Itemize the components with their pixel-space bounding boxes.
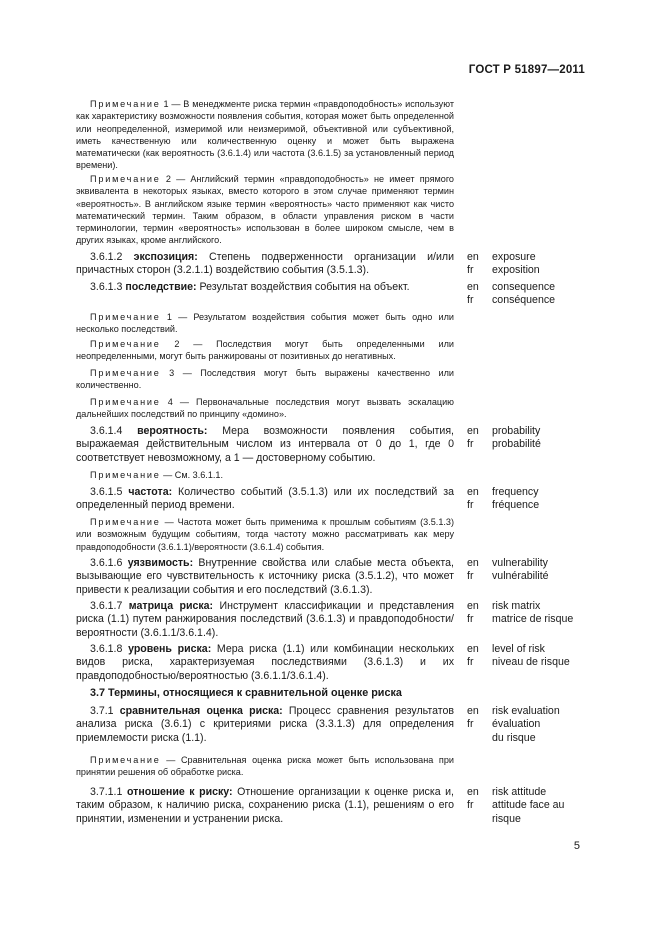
term-risk-evaluation [76,705,454,745]
note-text: 1 — В менеджменте риска термин «правдоподобность» используют как характеристику возможности появления события, которая может быть определенной или неопределенной, измеримой или неизмеримой, объективной или субъективной, иметь качественную или количественную оценку и может быть выражена математически (как вероятность (3.6.1.4) или частота (3.6.1.5) за установленный период времени). [76,99,454,171]
equivalent-en: level of risk [492,643,545,655]
term-definition: Мера возможности появления события, выражаемая действительным числом из интервала от 0 до 1, где 0 соответствует невозможному, а 1 — достоверному событию. [76,425,455,464]
term-frequency [76,486,454,513]
lang-en: en [467,281,479,293]
term-number: 3.7.1 [90,705,120,717]
term-name: экспозиция: [133,251,198,263]
term-risk-matrix [76,600,454,640]
lang-en: en [467,705,479,717]
note-text: 1 — Результатом воздействия события может быть одно или несколько последствий. [76,312,454,335]
note-label: Примечание [90,397,161,407]
term-name: отношение к риску: [126,786,233,798]
term-definition: Внутренние свойства или слабые места объекта, вызывающие его чувствительность к источнику риска (3.5.1.2), что может привести к реализации события и его последствий (3.6.1.3). [76,557,454,596]
term-number: 3.6.1.2 [90,251,134,263]
term-number: 3.6.1.8 [90,643,129,655]
note-probability [76,469,454,481]
term-name: частота: [128,486,173,498]
note-2-consequence [76,338,454,363]
equivalent-fr: évaluation [492,718,541,731]
note-risk-evaluation [76,754,454,779]
note-text: 2 — Последствия могут быть определенными или неопределенными, могут быть ранжированы от позитивных до негативных. [76,339,454,362]
lang-fr: fr [467,264,474,277]
term-name: вероятность: [137,425,208,437]
equivalent-fr-cont: du risque [492,731,536,744]
equivalent-fr: vulnérabilité [492,570,549,583]
note-text: 4 — Первоначальные последствия могут вызвать эскалацию дальнейших последствий по принципу «домино». [76,397,454,420]
note-2-likelihood [76,173,454,247]
note-text: — Сравнительная оценка риска может быть использована при принятии решения об обработке риска. [76,755,454,778]
term-name: уровень риска: [128,643,212,655]
equivalent-fr: matrice de risque [492,613,574,626]
equivalent-en: consequence [492,281,556,293]
equivalent-fr: exposition [492,264,540,277]
lang-en: en [467,786,479,798]
note-text: 3 — Последствия могут быть выражены качественно или количественно. [76,368,454,391]
language-codes [467,251,479,278]
note-text: — Частота может быть применима к прошлым событиям (3.5.1.3) или возможным будущим событиям, тогда частоту можно рассматривать как меру правдоподобности (3.6.1.1)/вероятности (3.6.1.4) события. [76,517,454,552]
term-equivalents [492,281,555,308]
term-definition: Результат воздействия события на объект. [196,281,410,293]
term-risk-attitude [76,786,454,826]
note-label: Примечание [90,470,161,480]
note-label: Примечание [90,312,161,322]
note-label: Примечание [90,755,161,765]
language-codes [467,425,479,452]
term-name: уязвимость: [127,557,194,569]
note-4-consequence [76,396,454,421]
lang-fr: fr [467,294,474,307]
language-codes [467,786,479,813]
term-level-of-risk [76,643,454,683]
lang-en: en [467,486,479,498]
term-name: последствие: [125,281,197,293]
note-label: Примечание [90,174,161,184]
term-definition: Процесс сравнения результатов анализа риска (3.6.1) с критериями риска (3.3.1.3) для определения приемлемости риска (1.1). [76,705,454,744]
term-definition: Инструмент классификации и представления риска (1.1) путем ранжирования последствий (3.6.1.3) и правдоподобности/вероятности (3.6.1.1/3.6.1.4). [76,600,455,639]
term-name: матрица риска: [128,600,214,612]
term-definition: Отношение организации к оценке риска и, таким образом, к наличию риска, сохранению риска (1.1), решениям о его принятии, изменении и устранении риска. [76,786,454,825]
term-equivalents [492,643,570,670]
equivalent-fr: probabilité [492,438,541,451]
document-header: ГОСТ Р 51897—2011 [468,64,585,76]
lang-en: en [467,425,479,437]
lang-fr: fr [467,718,474,731]
note-1-consequence [76,311,454,336]
term-vulnerability [76,557,454,597]
term-equivalents [492,251,540,278]
term-number: 3.6.1.7 [90,600,129,612]
language-codes [467,486,479,513]
equivalent-en: probability [492,425,541,437]
language-codes [467,557,479,584]
term-equivalents [492,557,549,584]
equivalent-en: vulnerability [492,557,548,569]
term-equivalents [492,425,541,452]
term-definition: Мера риска (1.1) или комбинации нескольких видов риска, характеризуемая последствиями (3.6.1.3) и их правдоподобностью/вероятностью (3.6.1.1/3.6.1.4). [76,643,454,682]
lang-fr: fr [467,613,474,626]
term-equivalents [492,786,564,826]
note-text: — См. 3.6.1.1. [160,470,223,480]
note-text: 2 — Английский термин «правдоподобность» не имеет прямого эквивалента в некоторых языках, вместо которого в этом случае применяют термин «вероятность». В английском языке термин «вероятность» часто применяют как чисто математический термин. Таким образом, в области управления риском в части терминологии, термин «вероятность» использован в более широком смысле, чем в других языках, кроме английского. [76,174,454,246]
lang-fr: fr [467,499,474,512]
term-equivalents [492,600,573,627]
page-number: 5 [573,840,580,852]
term-number: 3.6.1.4 [90,425,138,437]
lang-en: en [467,643,479,655]
term-definition: Количество событий (3.5.1.3) или их последствий за определенный период времени. [76,486,454,512]
term-number: 3.6.1.5 [90,486,129,498]
term-name: сравнительная оценка риска: [119,705,283,717]
term-number: 3.6.1.3 [90,281,126,293]
equivalent-fr: fréquence [492,499,540,512]
note-3-consequence [76,367,454,392]
note-label: Примечание [90,339,161,349]
equivalent-en: frequency [492,486,539,498]
language-codes [467,705,479,732]
term-definition: Степень подверженности организации и/или причастных сторон (3.2.1.1) воздействию события (3.5.1.3). [76,251,454,277]
lang-fr: fr [467,438,474,451]
lang-en: en [467,557,479,569]
term-equivalents [492,705,560,745]
section-heading: 3.7 Термины, относящиеся к сравнительной оценке риска [90,687,402,699]
equivalent-en: risk evaluation [492,705,560,717]
equivalent-fr: conséquence [492,294,556,307]
equivalent-en: exposure [492,251,536,263]
term-equivalents [492,486,539,513]
equivalent-fr-cont: risque [492,812,521,825]
language-codes [467,281,479,308]
term-consequence [76,281,454,294]
language-codes [467,600,479,627]
equivalent-en: risk attitude [492,786,547,798]
term-exposure [76,251,454,278]
term-probability [76,425,454,465]
note-1-likelihood [76,98,454,172]
term-number: 3.7.1.1 [90,786,127,798]
equivalent-en: risk matrix [492,600,541,612]
lang-fr: fr [467,570,474,583]
lang-en: en [467,600,479,612]
note-label: Примечание [90,368,161,378]
lang-fr: fr [467,799,474,812]
lang-fr: fr [467,656,474,669]
term-number: 3.6.1.6 [90,557,128,569]
note-frequency [76,516,454,553]
note-label: Примечание [90,517,161,527]
equivalent-fr: attitude face au [492,799,565,812]
equivalent-fr: niveau de risque [492,656,570,669]
language-codes [467,643,479,670]
note-label: Примечание [90,99,161,109]
lang-en: en [467,251,479,263]
